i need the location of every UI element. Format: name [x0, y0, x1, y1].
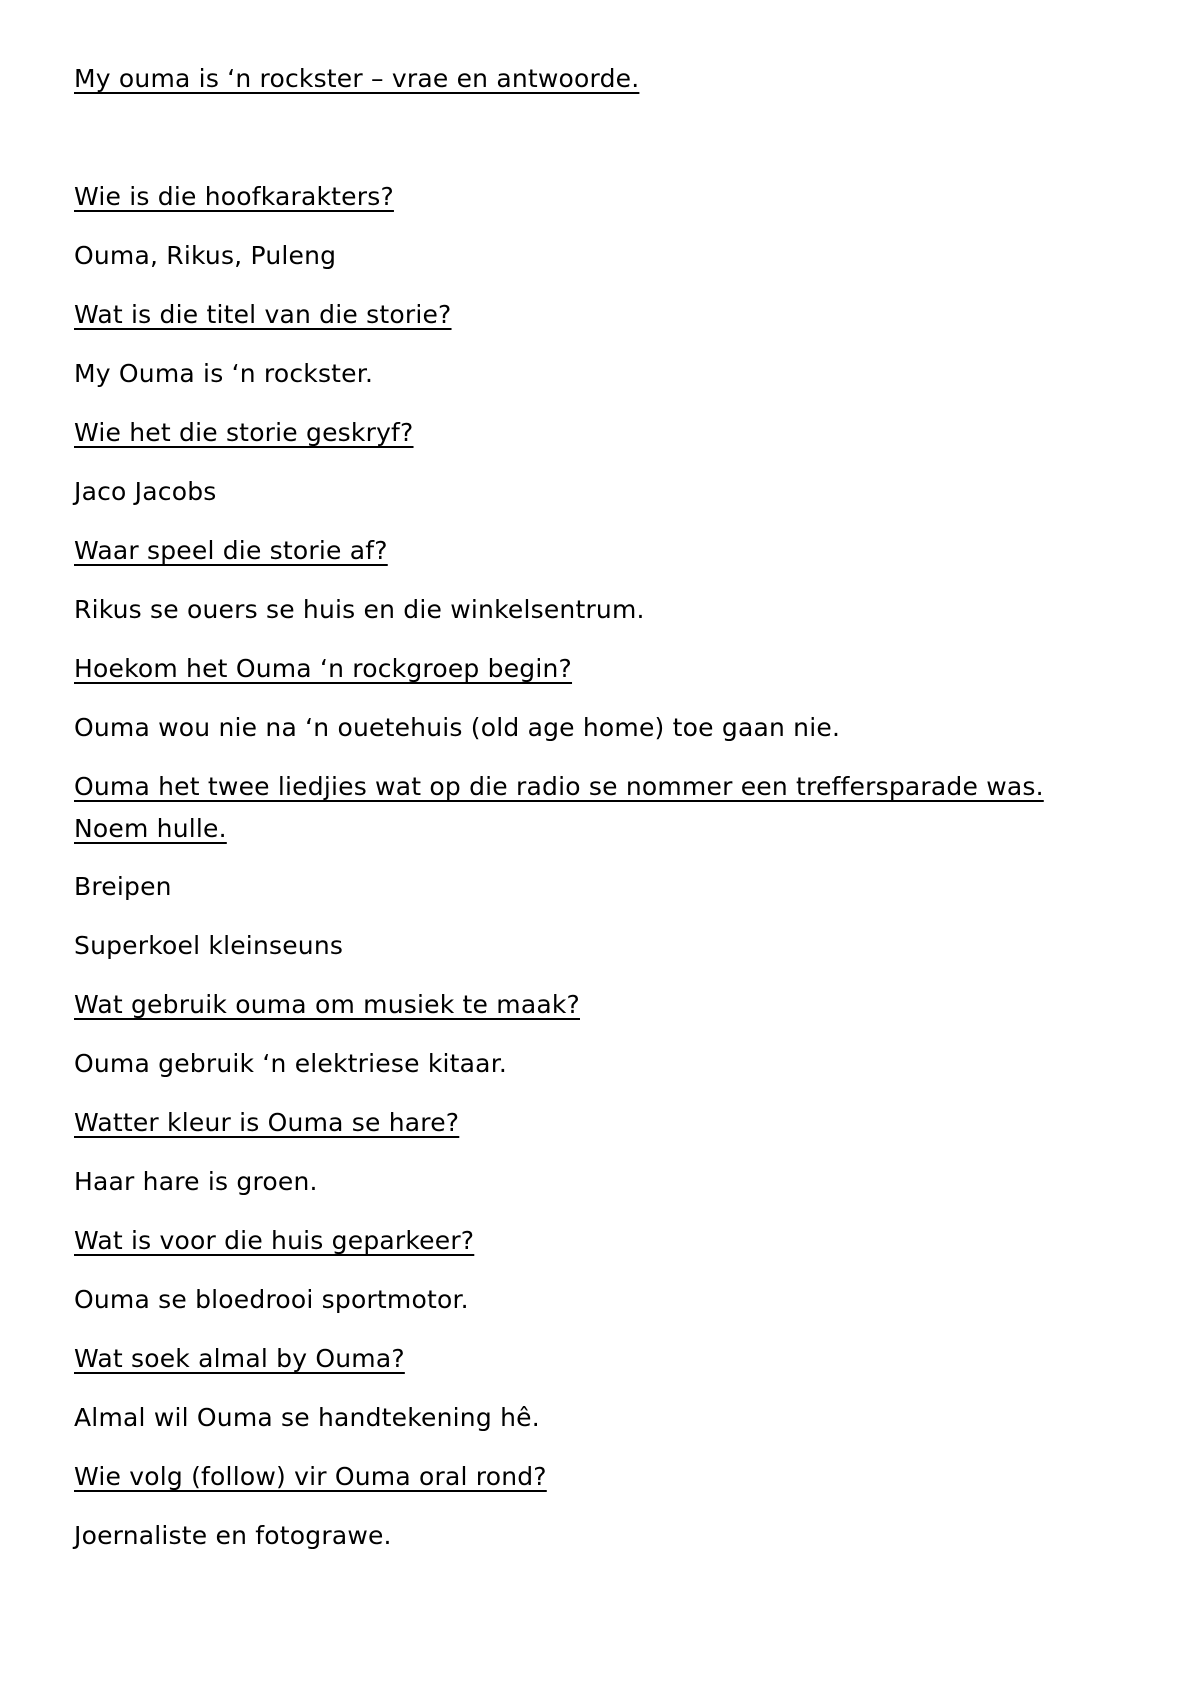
answer-11: Joernaliste en fotograwe. — [74, 1521, 392, 1550]
question-11: Wie volg (follow) vir Ouma oral rond? — [74, 1462, 547, 1491]
answer-1: Ouma, Rikus, Puleng — [74, 241, 337, 270]
question-4: Waar speel die storie af? — [74, 536, 388, 565]
answer-5: Ouma wou nie na ‘n ouetehuis (old age home) toe gaan nie. — [74, 713, 841, 742]
question-6-line-2: Noem hulle. — [74, 814, 227, 843]
answer-7: Ouma gebruik ‘n elektriese kitaar. — [74, 1049, 508, 1078]
answer-10: Almal wil Ouma se handtekening hê. — [74, 1403, 540, 1432]
question-10: Wat soek almal by Ouma? — [74, 1344, 405, 1373]
question-2: Wat is die titel van die storie? — [74, 300, 452, 329]
answer-9: Ouma se bloedrooi sportmotor. — [74, 1285, 469, 1314]
question-7: Wat gebruik ouma om musiek te maak? — [74, 990, 580, 1019]
answer-3: Jaco Jacobs — [74, 477, 217, 506]
answer-6b: Superkoel kleinseuns — [74, 931, 344, 960]
answer-4: Rikus se ouers se huis en die winkelsentrum. — [74, 595, 645, 624]
question-8: Watter kleur is Ouma se hare? — [74, 1108, 460, 1137]
question-5: Hoekom het Ouma ‘n rockgroep begin? — [74, 654, 573, 683]
document-title: My ouma is ‘n rockster – vrae en antwoorde. — [74, 64, 640, 93]
question-9: Wat is voor die huis geparkeer? — [74, 1226, 475, 1255]
answer-2: My Ouma is ‘n rockster. — [74, 359, 374, 388]
question-6-line-1: Ouma het twee liedjies wat op die radio se nommer een treffersparade was. — [74, 772, 1044, 801]
answer-6a: Breipen — [74, 872, 172, 901]
question-3: Wie het die storie geskryf? — [74, 418, 414, 447]
question-1: Wie is die hoofkarakters? — [74, 182, 394, 211]
answer-8: Haar hare is groen. — [74, 1167, 318, 1196]
